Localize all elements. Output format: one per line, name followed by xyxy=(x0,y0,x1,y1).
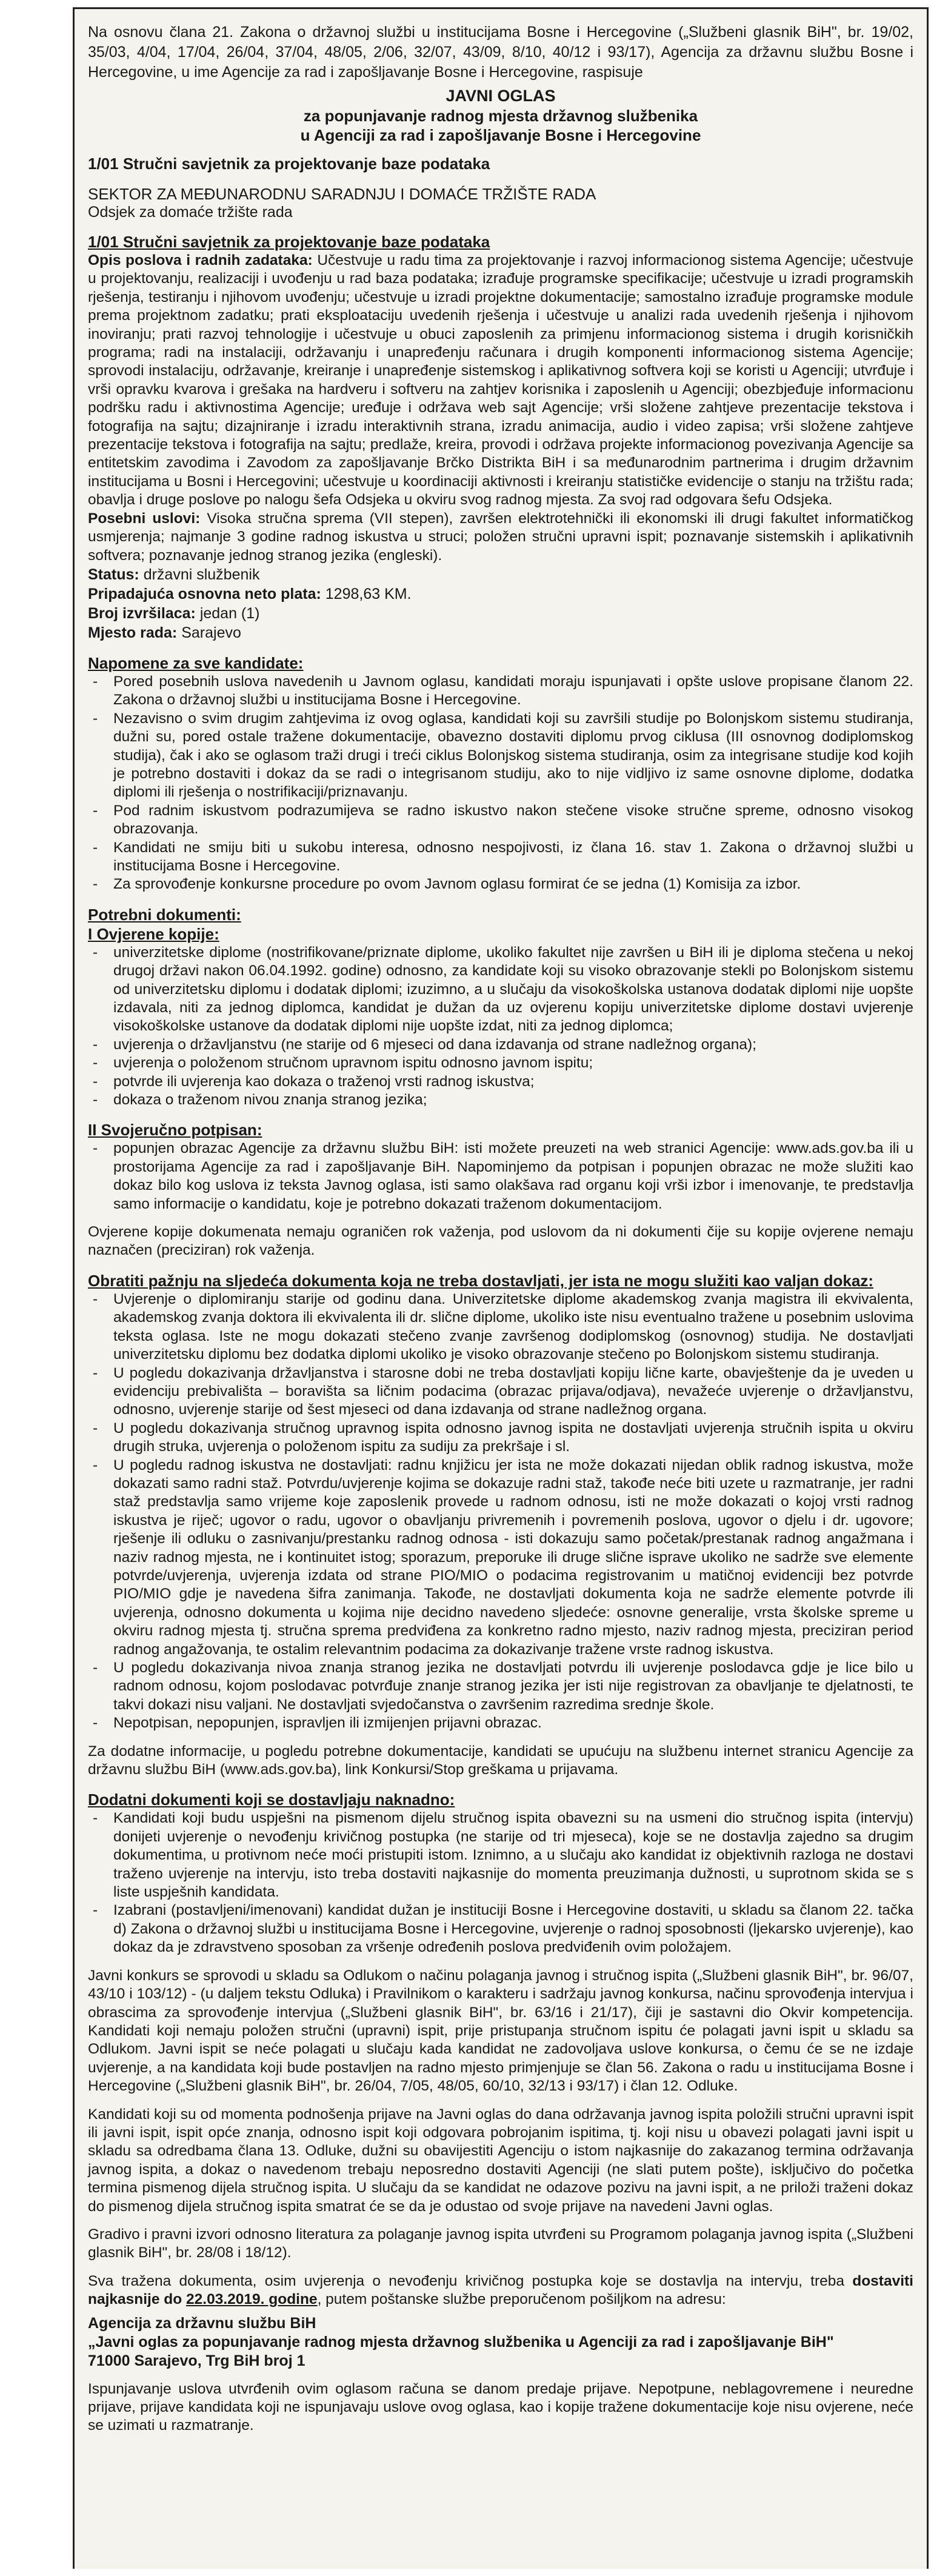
salary-label: Pripadajuća osnovna neto plata: xyxy=(88,585,321,602)
list-item: - Za sprovođenje konkursne procedure po ovom Javnom oglasu formirat će se jedna (1) Komisija za izbor. xyxy=(88,875,913,893)
validity-note: Ovjerene kopije dokumenata nemaju ograničen rok važenja, pod uslovom da ni dokumenti čije su kopije ovjerene nemaju naznačen (preciziran) rok važenja. xyxy=(88,1224,913,1259)
list-item: - univerzitetske diplome (nostrifikovane/priznate diplome, ukoliko fakultet nije završen u BiH ili je diploma stečena u nekoj drugoj državi nakon 06.04.1992. godine) odnosno, za kandidate koji su visoko obrazovanje stekli po Bolonjskom sistemu od univerzitetsku diplomu i dodatak diplomi; izuzimno, a u slučaju da visokoškolska ustanova dodatak diplomi nije uopšte izdavala, niti za jednog diplomca, kandidat je dužan da uz ovjerenu kopiju univerzitetske diplome dostavi uvjerenje visokoškolske ustanove da dodatak diplomi nije uopšte izdat, niti za jednog diplomca; xyxy=(88,944,913,1036)
count-label: Broj izvršilaca: xyxy=(88,604,196,622)
list-item: - popunjen obrazac Agencije za državnu službu BiH: isti možete preuzeti na web stranici Agencije: www.ads.gov.ba ili u prostorijama Agencije za rad i zapošljavanje BiH. Napominjemo da potpisan i popunjen obrazac ne može služiti kao dokaz bilo kog uslova iz teksta Javnog oglasa, isti samo olakšava rad organu koji vrši izbor i imenovanje, te predstavlja samo informacije o kandidatu, koje je potrebno dokazati traženom dokumentacijom. xyxy=(88,1140,913,1213)
list-item: - Nezavisno o svim drugim zahtjevima iz ovog oglasa, kandidati koji su završili studije po Bolonjskom sistemu studiranja, dužni su, pored ostale tražene dokumentacije, obavezno dostaviti diplomu prvog ciklusa (III osnovnog dodiplomskog studija), čak i ako se oglasom traži drugi i treći ciklus Bolonjskog sistema studiranja, osim za integrisane studije kod kojih je potrebno dostaviti i dokaz da se radi o integrisanom studiju, ako to nije vidljivo iz same osnovne diplome, dodatka diplomi ili rješenja o nostrifikaciji/priznavanju. xyxy=(88,710,913,802)
list-item: - U pogledu radnog iskustva ne dostavljati: radnu knjižicu jer ista ne može dokazati nijedan oblik radnog iskustva, može dokazati samo radni staž. Potvrdu/uvjerenje kojima se dokazuje radni staž, takođe neće biti uzete u razmatranje, jer radni staž predstavlja samo vrijeme koje zaposlenik provede u radnom odnosu, isti ne može dokazati o kojoj vrsti radnog iskustva je riječ; ugovor o radu, ugovor o obavljanju privremenih i povremenih poslova, ugovor o djelu i dr. ugovore; rješenje ili odluku o zasnivanju/prestanku radnog odnosa - isti dokazuju samo početak/prestanak radnog angažmana i naziv radnog mjesta, ne i kontinuitet istog; sporazum, preporuke ili druge slične isprave ukoliko ne sadrže sve elemente potvrde/uvjerenja, uvjerenja izdata od strane PIO/MIO o podacima registrovanim u matičnoj evidenciji bez potvrde PIO/MIO gdje je navedena šifra zanimanja. Takođe, ne dostavljati dokumenta koja ne sadrže elemente potvrde ili uvjerenja, odnosno dokumenta u kojima nije decidno navedeno sljedeće: osnovne generalije, vrsta školske spreme u okviru radnog mjesta tj. stručna sprema predviđena za konkretno radno mjesto, naziv radnog mjesta, preciziran period radnog angažovanja, te ostalim relevantnim podacima za dokazivanje tražene vrste radnog iskustva. xyxy=(88,1457,913,1659)
special-text: Visoka stručna sprema (VII stepen), završen elektrotehnički ili ekonomski ili drugi fakultet informatičkog usmjerenja; najmanje 3 godine radnog iskustva u struci; položen stručni upravni ispit; poznavanje sistemskih i aplikativnih softvera; poznavanje jednog stranog jezika (engleski). xyxy=(88,510,913,564)
duties-paragraph xyxy=(88,252,913,510)
deadline-text-2: , putem poštanske službe preporučenom pošiljkom na adresu: xyxy=(317,2291,726,2308)
salary-value: 1298,63 KM. xyxy=(325,585,412,602)
position-line: 1/01 Stručni savjetnik za projektovanje baze podataka xyxy=(88,155,490,173)
status-row xyxy=(88,565,913,584)
certified-list xyxy=(88,944,913,1110)
additional-heading: Dodatni dokumenti koji se dostavljaju naknadno: xyxy=(88,1790,455,1809)
count-value: jedan (1) xyxy=(199,604,260,622)
address-line-1: Agencija za državnu službu BiH xyxy=(88,2314,316,2332)
list-item: - Izabrani (postavljeni/imenovani) kandidat dužan je instituciji Bosne i Hercegovine dostaviti, u skladu sa članom 22. tačka d) Zakona o državnoj službi u institucijama Bosne i Hercegovine, uvjerenje o radnoj sposobnosti (ljekarsko uvjerenje), kao dokaz da je zdravstveno sposoban za vršenje određenih poslova predviđenih ovim položajem. xyxy=(88,1901,913,1957)
department-name: Odsjek za domaće tržište rada xyxy=(88,204,293,221)
closing-paragraph: Ispunjavanje uslova utvrđenih ovim oglasom računa se danom predaje prijave. Nepotpune, neblagovremene i neuredne prijave, prijave kandidata koji ne ispunjavaju uslove ovog oglasa, kao i kopije tražene dokumentacije koje nisu ovjerene, neće se uzimati u razmatranje. xyxy=(88,2380,913,2434)
list-item: - uvjerenja o državljanstvu (ne starije od 6 mjeseci od dana izdavanja od strane nadležnog organa); xyxy=(88,1036,913,1054)
status-value: državni službenik xyxy=(143,566,260,583)
notes-heading: Napomene za sve kandidate: xyxy=(88,653,304,672)
list-item: - uvjerenja o položenom stručnom upravnom ispitu odnosno javnom ispitu; xyxy=(88,1054,913,1072)
certified-heading: I Ovjerene kopije: xyxy=(88,924,219,943)
attention-list xyxy=(88,1290,913,1733)
intro-paragraph: Na osnovu člana 21. Zakona o državnoj službi u institucijama Bosne i Hercegovine („Službeni glasnik BiH", br. 19/02, 35/03, 4/04, 17/04, 26/04, 37/04, 48/05, 2/06, 32/07, 43/09, 8/10, 40/12 i 93/17), Agencija za državnu službu Bosne i Hercegovine, u ime Agencije za rad i zapošljavanje Bosne i Hercegovine, raspisuje xyxy=(88,24,913,81)
exam-paragraph: Kandidati koji su od momenta podnošenja prijave na Javni oglas do dana održavanja javnog ispita položili stručni upravni ispit ili javni ispit, ispit opće znanja, odnosno ispit koji odgovara pobrojanim ispitima, tj. koji nisu u obavezi polagati javni ispit u skladu sa odredbama člana 13. Odluke, dužni su obavijestiti Agenciju o istom najkasnije do zakazanog termina održavanja javnog ispita, a dokaz o navedenom trebaju neposredno dostaviti Agenciji (ne slati putem pošte), isključivo do početka termina pismenog dijela stručnog ispita. U slučaju da se kandidat ne odazove pozivu na javni ispit, a ne priloži traženi dokaz do pismenog dijela stručnog ispita smatrat će se da je odustao od svoje prijave na navedeni Javni oglas. xyxy=(88,2106,913,2215)
count-row xyxy=(88,604,913,623)
place-value: Sarajevo xyxy=(181,624,241,641)
notes-list xyxy=(88,673,913,894)
list-item: - Uvjerenje o diplomiranju starije od godinu dana. Univerzitetske diplome akademskog zvanja magistra ili ekvivalenta, akademskog zvanja doktora ili ekvivalenta ili dr. slične diplome, ukoliko iste nisu eventualno tražene u posebnim uslovima teksta oglasa. Iste ne mogu dokazati stečeno zvanje završenog dodiplomskog (osnovnog) studija. Ne dostavljati univerzitetsku diplomu bez dodatka diplomi ukoliko je visoko obrazovanje stečeno po Bolonjskom sistemu studiranja. xyxy=(88,1290,913,1364)
procedure-paragraph: Javni konkurs se sprovodi u skladu sa Odlukom o načinu polaganja javnog i stručnog ispita („Službeni glasnik BiH", br. 96/07, 43/10 i 103/12) - (u daljem tekstu Odluka) i Pravilnikom o karakteru i sadržaju javnog konkursa, načinu sprovođenja intervjua i obrascima za sprovođenje intervjua („Službeni glasnik BiH", br. 63/16 i 21/17), čiji je sastavni dio Okvir kompetencija. Kandidati koji nemaju položen stručni (upravni) ispit, prije pristupanja stručnom ispitu će polagati javni ispit u skladu sa Odlukom. Javni ispit se neće polagati u slučaju kada kandidat ne zadovoljava uslove konkursa, o čemu će se ne izdaje uvjerenje, a na kandidata koji bude postavljen na radno mjesto primjenjuje se član 56. Zakona o radu u institucijama Bosne i Hercegovine („Službeni glasnik BiH", br. 26/04, 7/05, 48/05, 60/10, 32/13 i 93/17) i član 12. Odluke. xyxy=(88,1967,913,2095)
list-item: - Kandidati koji budu uspješni na pismenom dijelu stručnog ispita obavezni su na usmeni dio stručnog ispita (intervju) donijeti uvjerenje o nevođenju krivičnog postupka (ne starije od tri mjeseca), koje se ne dostavlja zajedno sa drugim dokumentima, u protivnom neće moći pristupiti istom. Iznimno, a u slučaju ako kandidat iz objektivnih razloga ne dostavi traženo uvjerenje na intervju, isto treba dostaviti najkasnije do momenta preuzimanja dužnosti, u suprotnom skida se s liste uspješnih kandidata. xyxy=(88,1809,913,1901)
address-line-3: 71000 Sarajevo, Trg BiH broj 1 xyxy=(88,2352,305,2369)
status-label: Status: xyxy=(88,566,139,583)
position-heading: 1/01 Stručni savjetnik za projektovanje baze podataka xyxy=(88,233,490,251)
list-item: - U pogledu dokazivanja stručnog upravnog ispita odnosno javnog ispita ne dostavljati uvjerenja stručnih ispita u okviru drugih struka, uvjerenja o položenom ispitu za sudiju za prekršaje i sl. xyxy=(88,1420,913,1457)
salary-row xyxy=(88,584,913,604)
sector-name: SEKTOR ZA MEĐUNARODNU SARADNJU I DOMAĆE TRŽIŠTE RADA xyxy=(88,185,596,203)
address-line-2: „Javni oglas za popunjavanje radnog mjesta državnog službenika u Agenciji za rad i zapošljavanje BiH" xyxy=(88,2333,834,2351)
list-item: - dokaza o traženom nivou znanja stranog jezika; xyxy=(88,1091,913,1109)
list-item: - Kandidati ne smiju biti u sukobu interesa, odnosno nespojivosti, iz člana 16. stav 1. Zakona o državnoj službi u institucijama Bosne i Hercegovine. xyxy=(88,839,913,876)
duties-text: Učestvuje u radu tima za projektovanje i razvoj informacionog sistema Agencije; učestvuje u projektovanju, realizaciji i uvođenju u rad baza podataka; izrađuje programske specifikacije; učestvuje u izradi programskih rješenja, testiranju i njihovom uvođenju; učestvuje u izradi projektne dokumentacije; samostalno izrađuje programske module prema projektnom zadatku; prati eksploataciju uvedenih rješenja i učestvuje u analizi rada uvedenih rješenja i njihovom inoviranju; prati razvoj tehnologije i učestvuje u obuci zaposlenih za primjenu informacionog sistema i drugih korisničkih programa; radi na instalaciji, održavanju i unapređenju računara i drugih komponenti informacionog sistema Agencije; sprovodi instalaciju, održavanje, kreiranje i unapređenje sistemskog i aplikativnog softvera koji se koristi u Agenciji; utvrđuje i vrši opravku kvarova i grešaka na hardveru i softveru na zahtjev korisnika i zaposlenih u Agenciji; obezbjeđuje informacionu podršku radu i aktivnostima Agencije; uređuje i održava web sajt Agencije; vrši složene zahtjeve prezentacije tekstova i fotografija na sajtu; dizajniranje i izradu interaktivnih strana, izradu animacija, audio i video zapisa; vrši složene zahtjeve prezentacije tekstova i fotografija na sajtu; predlaže, kreira, provodi i održava projekte informacionog povezivanja Agencije sa entitetskim zavodima i Zavodom za zapošljavanje Brčko Distrikta BiH i sa međunarodnim partnerima i drugim državnim institucijama u Bosni i Hercegovini; učestvuje u koordinaciji aktivnosti i kreiranju statističke evidencije o stanju na tržištu rada; obavlja i druge poslove po nalogu šefa Odsjeka u okviru svog radnog mjesta. Za svoj rad odgovara šefu Odsjeka. xyxy=(88,252,913,509)
place-label: Mjesto rada: xyxy=(88,624,178,641)
handwritten-list xyxy=(88,1140,913,1213)
deadline-date: 22.03.2019. godine xyxy=(186,2291,318,2308)
duties-label: Opis poslova i radnih zadataka: xyxy=(88,252,313,269)
documents-heading: Potrebni dokumenti: xyxy=(88,905,241,924)
literature-paragraph: Gradivo i pravni izvori odnosno literatura za polaganje javnog ispita utvrđeni su Programom polaganja javnog ispita („Službeni glasnik BiH", br. 28/08 i 18/12). xyxy=(88,2226,913,2261)
ad-title: JAVNI OGLAS xyxy=(445,87,556,105)
ad-subtitle-2: u Agenciji za rad i zapošljavanje Bosne i Hercegovine xyxy=(300,126,701,144)
list-item: - potvrde ili uvjerenja kao dokaza o traženoj vrsti radnog iskustva; xyxy=(88,1073,913,1091)
ad-subtitle-1: za popunjavanje radnog mjesta državnog službenika xyxy=(303,107,698,125)
special-label: Posebni uslovi: xyxy=(88,510,201,527)
list-item: - U pogledu dokazivanja državljanstva i starosne dobi ne treba dostavljati kopiju lične karte, obavještenje da je uveden u evidenciju prebivališta – boravišta sa ličnim podacima (obrazac prijava/odjava), nevažeće uvjerenje o državljanstvu, odnosno, uvjerenje starije od šest mjeseci od dana izdavanja od strane nadležnog organa. xyxy=(88,1364,913,1420)
additional-list xyxy=(88,1809,913,1957)
deadline-bold: dostaviti najkasnije do xyxy=(88,2272,913,2308)
special-conditions xyxy=(88,510,913,565)
list-item: - Pod radnim iskustvom podrazumijeva se radno iskustvo nakon stečene visoke stručne spreme, odnosno visokog obrazovanja. xyxy=(88,802,913,839)
document-page xyxy=(73,7,929,2569)
place-row xyxy=(88,623,913,642)
handwritten-heading: II Svojeručno potpisan: xyxy=(88,1121,262,1140)
deadline-text-1: Sva tražena dokumenta, osim uvjerenja o nevođenju krivičnog postupka koje se dostavlja na intervju, treba xyxy=(88,2272,853,2289)
info-note: Za dodatne informacije, u pogledu potrebne dokumentacije, kandidati se upućuju na službenu internet stranicu Agencije za državnu službu BiH (www.ads.gov.ba), link Konkursi/Stop greškama u prijavama. xyxy=(88,1743,913,1778)
list-item: - Nepotpisan, nepopunjen, ispravljen ili izmijenjen prijavni obrazac. xyxy=(88,1714,913,1732)
list-item: - U pogledu dokazivanja nivoa znanja stranog jezika ne dostavljati potvrdu ili uvjerenje poslodavca gdje je lice bilo u radnom odnosu, kojom poslodavac potvrđuje znanje stranog jezika jer isti nije registrovan za obavljanje te djelatnosti, te takvi dokazi nisu valjani. Ne dostavljati svjedočanstva o završenim razredima srednje škole. xyxy=(88,1659,913,1714)
list-item: - Pored posebnih uslova navedenih u Javnom oglasu, kandidati moraju ispunjavati i opšte uslove propisane članom 22. Zakona o državnoj službi u institucijama Bosne i Hercegovine. xyxy=(88,673,913,710)
deadline-paragraph xyxy=(88,2272,913,2309)
attention-heading: Obratiti pažnju na sljedeća dokumenta koja ne treba dostavljati, jer ista ne mogu služiti kao valjan dokaz: xyxy=(88,1271,874,1290)
